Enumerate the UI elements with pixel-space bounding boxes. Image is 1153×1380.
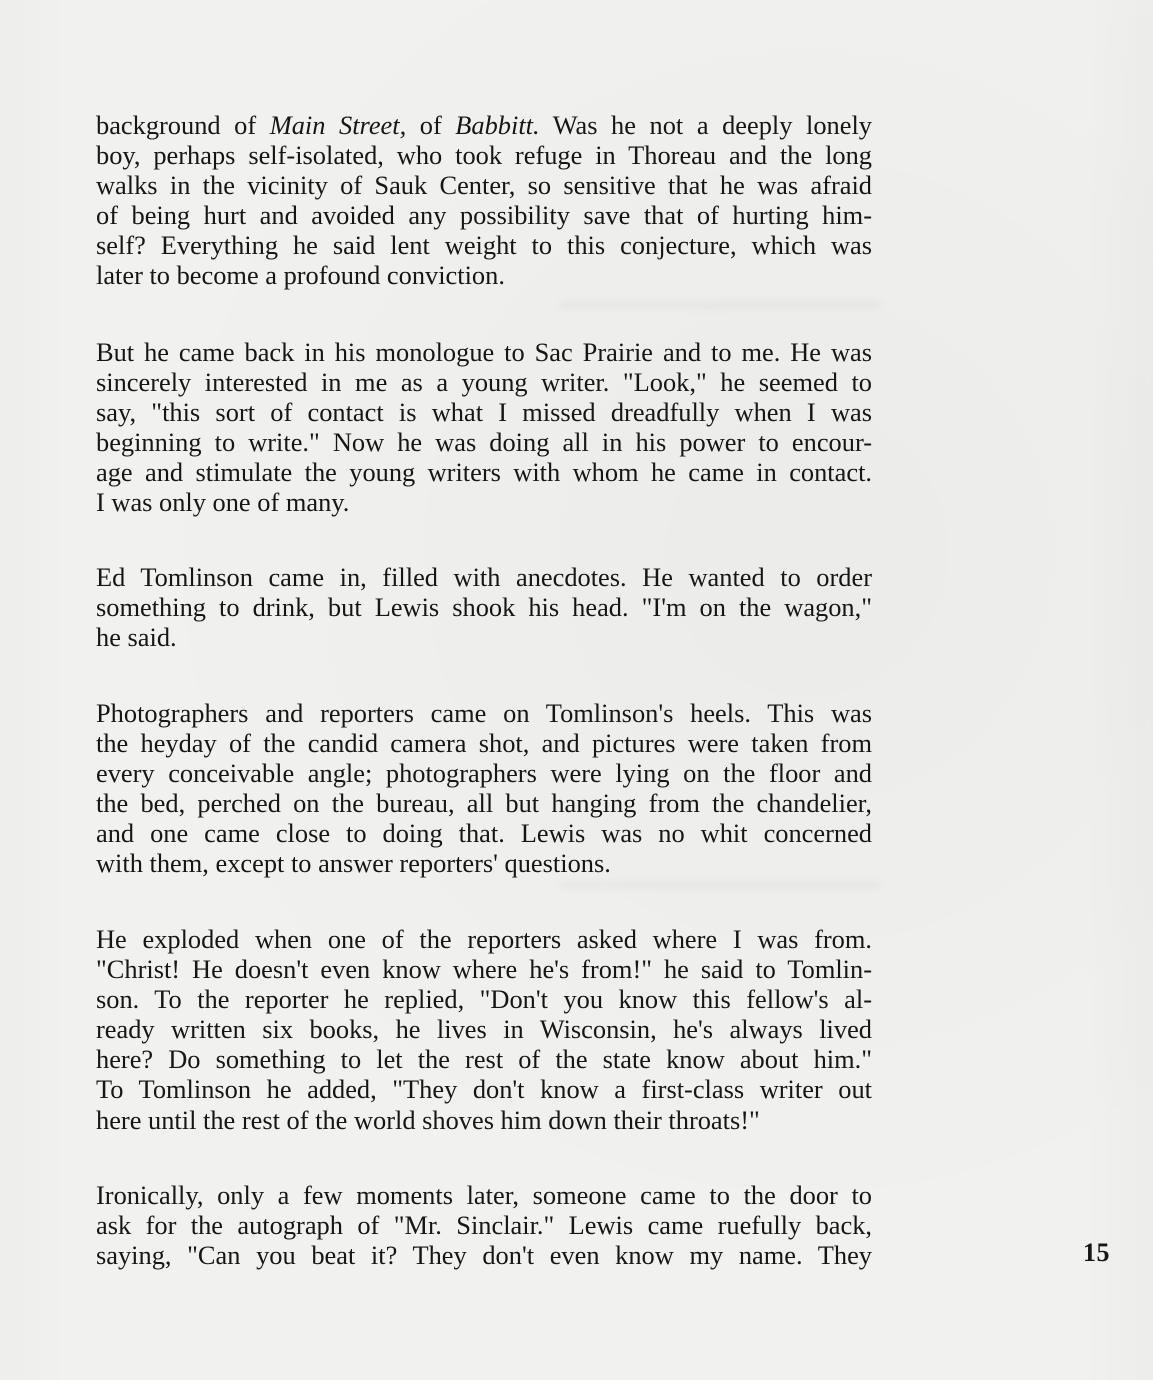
paragraph-1 — [96, 110, 872, 291]
text-line: walks in the vicinity of Sauk Center, so sensitive that he was afraid — [96, 170, 872, 201]
paragraph-4 — [96, 698, 872, 879]
text-line: ask for the autograph of "Mr. Sinclair." Lewis came ruefully back, — [96, 1210, 872, 1241]
text-line: and one came close to doing that. Lewis was no whit concerned — [96, 818, 872, 849]
text-line: beginning to write." Now he was doing all in his power to encour- — [96, 427, 872, 458]
show-through-shadow — [560, 880, 880, 890]
text-line: He exploded when one of the reporters asked where I was from. — [96, 924, 872, 954]
paragraph-2 — [96, 337, 872, 518]
text-line: To Tomlinson he added, "They don't know a first-class writer out — [96, 1074, 872, 1105]
text-line: here until the rest of the world shoves him down their throats!" — [96, 1104, 760, 1135]
text-line: Ironically, only a few moments later, someone came to the door to — [96, 1180, 872, 1210]
text-line: with them, except to answer reporters' questions. — [96, 848, 611, 879]
text-line: ready written six books, he lives in Wisconsin, he's always lived — [96, 1014, 872, 1045]
text-line: later to become a profound conviction. — [96, 260, 505, 291]
text-line: the bed, perched on the bureau, all but hanging from the chandelier, — [96, 788, 872, 819]
title-babbitt: Babbitt. — [455, 110, 540, 140]
text-line: here? Do something to let the rest of the state know about him." — [96, 1044, 872, 1075]
text-line: boy, perhaps self-isolated, who took refuge in Thoreau and the long — [96, 140, 872, 171]
text-line: I was only one of many. — [96, 487, 350, 518]
text-line: of being hurt and avoided any possibility save that of hurting him- — [96, 200, 872, 231]
text-line: Ed Tomlinson came in, filled with anecdotes. He wanted to order — [96, 562, 872, 592]
show-through-shadow — [560, 300, 880, 310]
paragraph-6 — [96, 1180, 872, 1270]
text-line: age and stimulate the young writers with whom he came in contact. — [96, 457, 872, 488]
text-line: say, "this sort of contact is what I missed dreadfully when I was — [96, 397, 872, 428]
paragraph-3 — [96, 562, 872, 652]
text-line: the heyday of the candid camera shot, and pictures were taken from — [96, 728, 872, 759]
text-line: every conceivable angle; photographers were lying on the floor and — [96, 758, 872, 789]
text-line: Photographers and reporters came on Tomlinson's heels. This was — [96, 698, 872, 728]
page-number: 15 — [1083, 1238, 1110, 1267]
text-line: self? Everything he said lent weight to this conjecture, which was — [96, 230, 872, 261]
text-line: But he came back in his monologue to Sac Prairie and to me. He was — [96, 337, 872, 367]
text-line: "Christ! He doesn't even know where he's from!" he said to Tomlin- — [96, 954, 872, 985]
text-line: background of Main Street, of Babbitt. Was he not a deeply lonely — [96, 110, 872, 140]
text-line: saying, "Can you beat it? They don't even know my name. They — [96, 1240, 872, 1271]
title-main-street: Main Street, — [269, 110, 407, 140]
paragraph-5 — [96, 924, 872, 1135]
text-line: something to drink, but Lewis shook his head. "I'm on the wagon," — [96, 592, 872, 623]
text-line: he said. — [96, 622, 177, 653]
text-line: son. To the reporter he replied, "Don't you know this fellow's al- — [96, 984, 872, 1015]
text-line: sincerely interested in me as a young writer. "Look," he seemed to — [96, 367, 872, 398]
